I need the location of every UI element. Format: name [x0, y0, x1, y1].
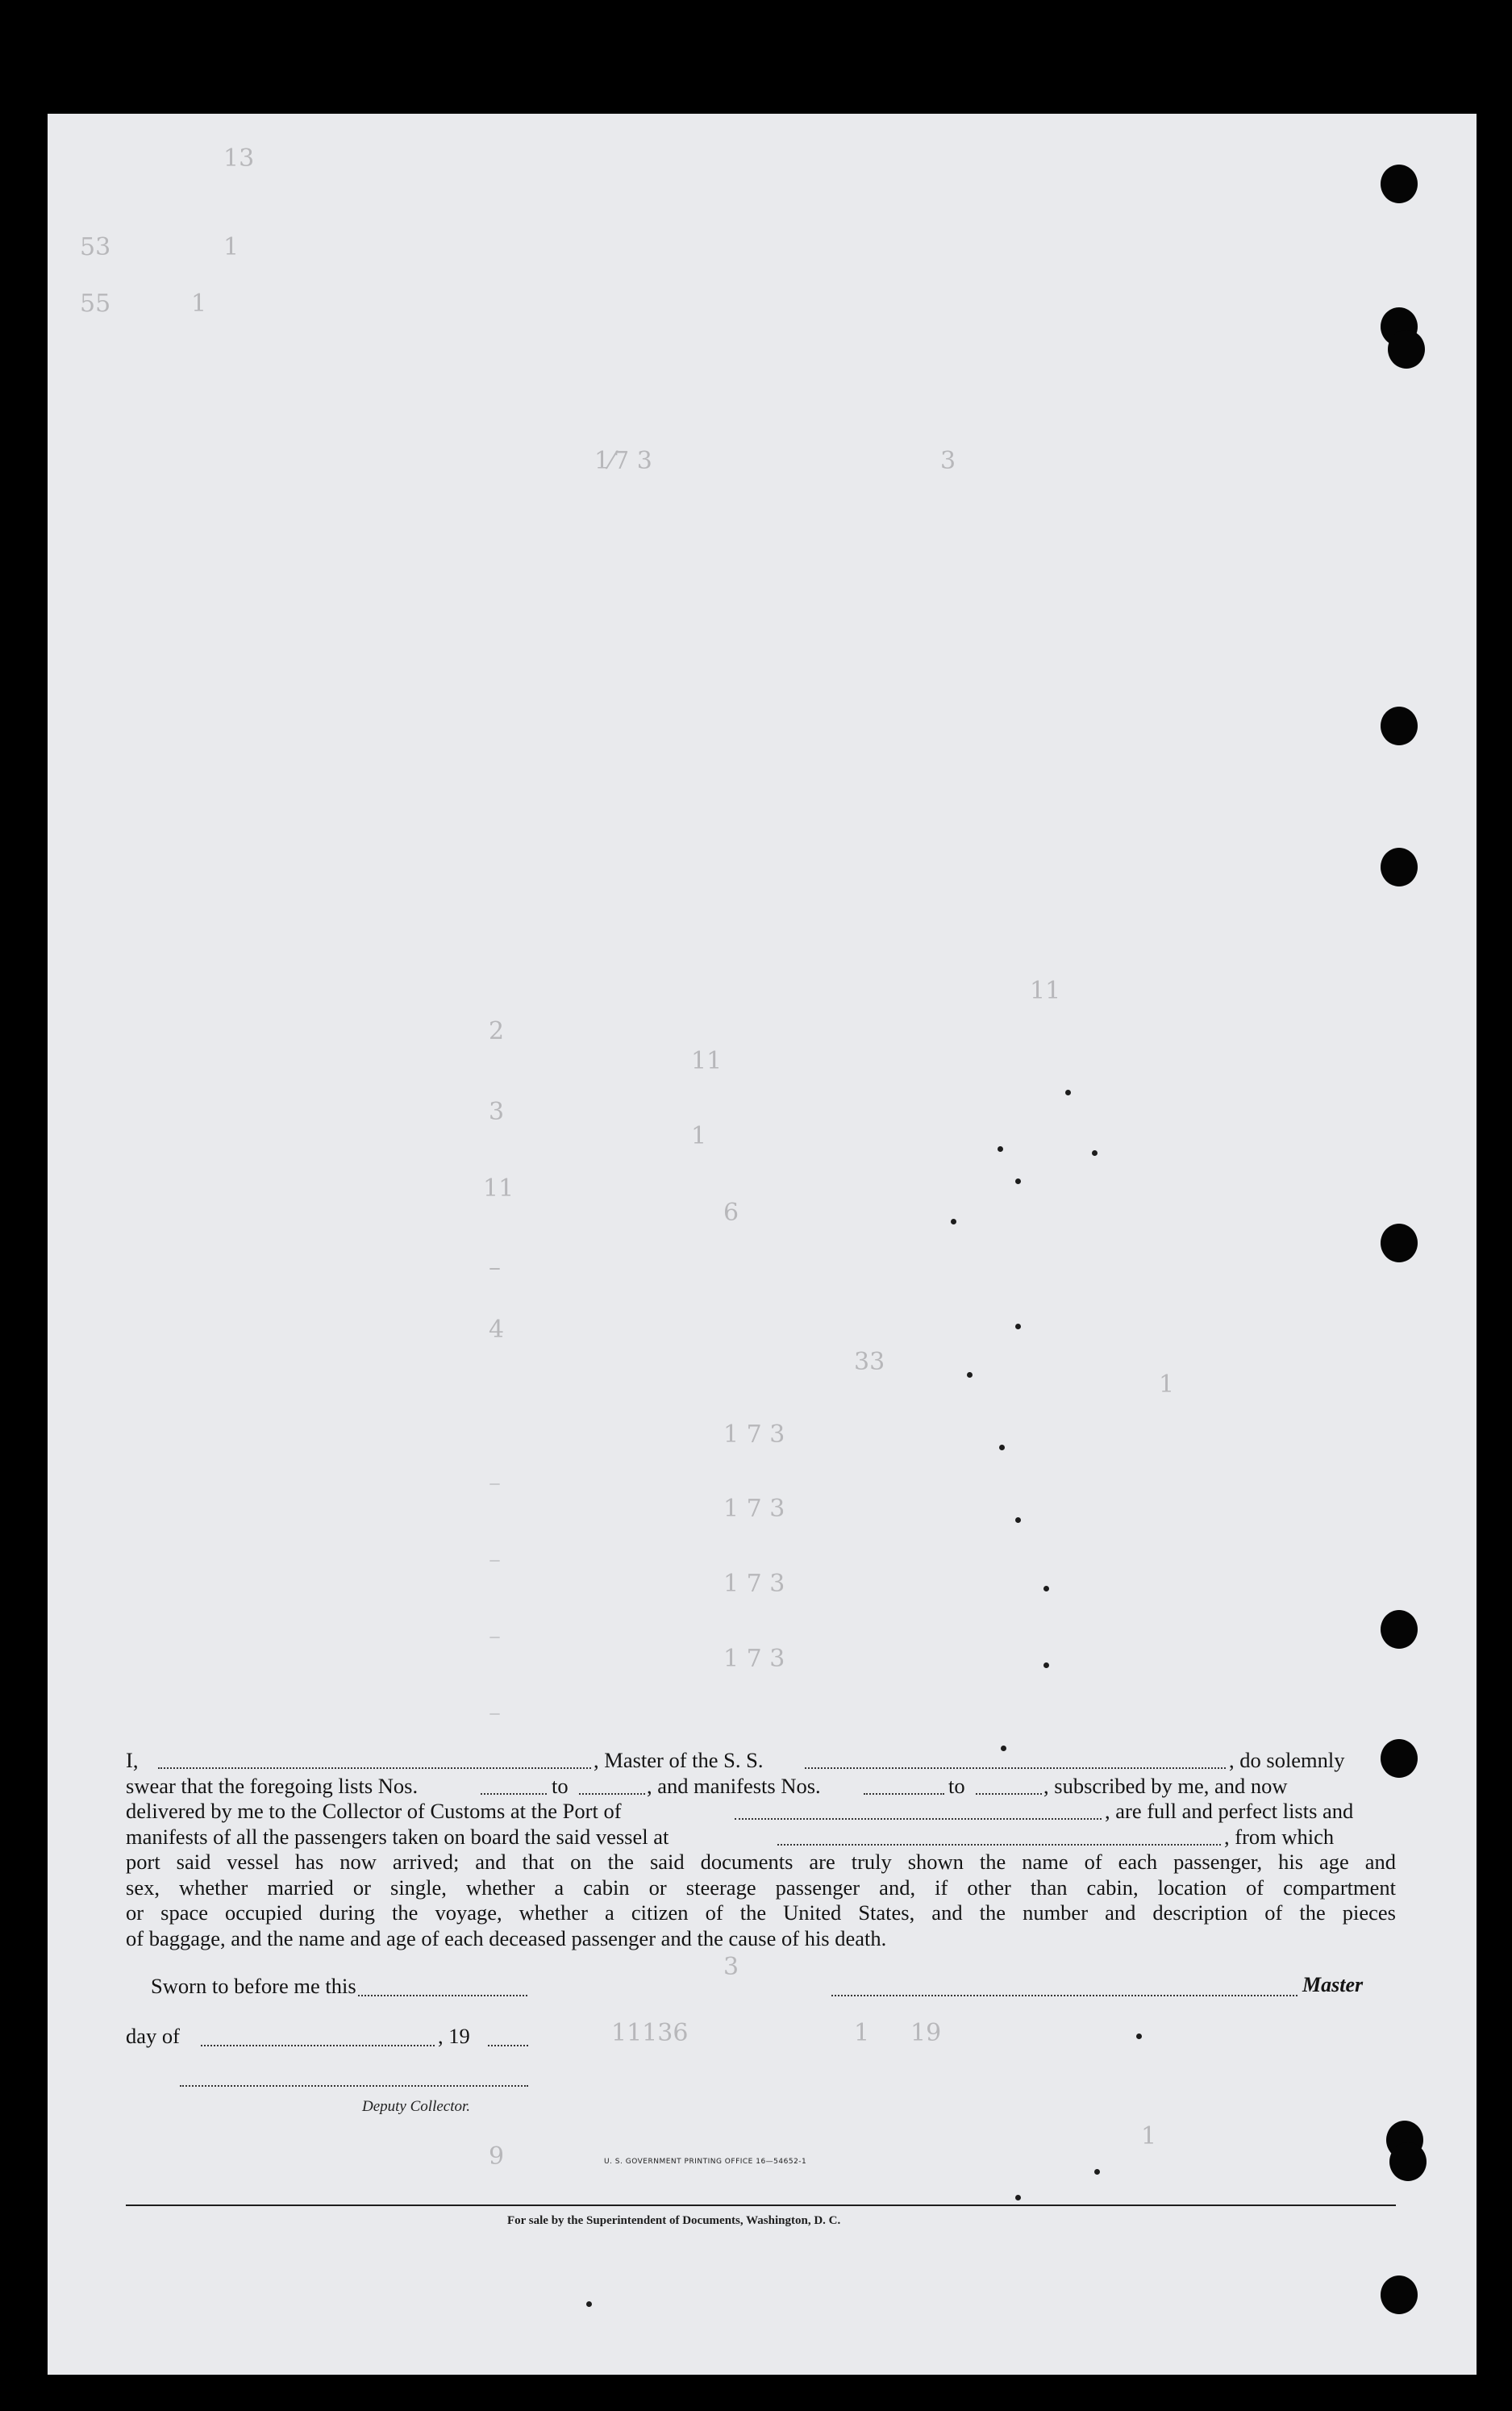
master-label: Master — [1302, 1973, 1364, 1996]
oath-text: swear that the foregoing lists Nos. — [126, 1773, 419, 1798]
bleed-dash: – — [489, 1622, 501, 1650]
bleed-mark: 55 — [80, 290, 111, 318]
day-month-blank — [201, 2025, 435, 2046]
ink-speck — [1015, 2195, 1021, 2200]
ink-speck — [951, 1219, 956, 1224]
punch-hole — [1381, 707, 1418, 745]
oath-statement — [126, 1748, 1396, 1951]
ink-speck — [967, 1372, 973, 1378]
bleed-mark: 6 — [723, 1199, 739, 1227]
punch-hole — [1381, 1224, 1418, 1262]
bleed-mark: 1 7 3 — [723, 1570, 785, 1598]
punch-hole — [1389, 2142, 1427, 2181]
punch-hole — [1381, 848, 1418, 886]
lists-from-blank — [481, 1774, 547, 1795]
oath-text: , do solemnly — [1229, 1748, 1345, 1772]
bleed-mark: 1 7 3 — [723, 1645, 785, 1673]
oath-text: , subscribed by me, and now — [1043, 1773, 1288, 1798]
bleed-mark: 1⁄7 3 — [594, 447, 652, 475]
bleed-mark: 11 — [483, 1174, 514, 1203]
punch-hole — [1388, 330, 1425, 369]
sworn-text: Sworn to before me this — [151, 1974, 356, 1998]
punch-hole — [1381, 2275, 1418, 2314]
bleed-mark: 3 — [489, 1098, 505, 1126]
ink-speck — [998, 1146, 1003, 1152]
oath-line-4 — [126, 1825, 1396, 1850]
bleed-mark: 1 — [854, 2019, 870, 2047]
bleed-mark: 11 — [691, 1047, 723, 1075]
printing-office-imprint: U. S. GOVERNMENT PRINTING OFFICE 16—54652-1 — [604, 2158, 807, 2166]
bleed-mark: 9 — [489, 2142, 505, 2171]
ink-speck — [1043, 1586, 1049, 1591]
bleed-mark: – — [489, 1253, 501, 1282]
manifest-page — [48, 114, 1477, 2375]
oath-line-3 — [126, 1799, 1396, 1825]
manifests-from-blank — [864, 1774, 944, 1795]
oath-text: , Master of the S. S. — [594, 1748, 764, 1772]
ink-speck — [1043, 1662, 1049, 1668]
bleed-mark: 33 — [854, 1348, 885, 1376]
ink-speck — [1094, 2169, 1100, 2175]
year-prefix: , 19 — [438, 2024, 470, 2048]
oath-text: , from which — [1224, 1824, 1335, 1849]
oath-line-7: or space occupied during the voyage, whether a citizen of the United States, and the number and description of the pieces — [126, 1900, 1396, 1925]
bleed-mark: 11136 — [611, 2019, 689, 2047]
oath-line-5: port said vessel has now arrived; and that on the said documents are truly shown the name of each passenger, his age and — [126, 1850, 1396, 1874]
oath-line-8: of baggage, and the name and age of each deceased passenger and the cause of his death. — [126, 1925, 887, 1950]
bleed-mark: 3 — [940, 447, 956, 475]
oath-line-6: sex, whether married or single, whether a cabin or steerage passenger and, if other than cabin, location of compartment — [126, 1875, 1396, 1900]
oath-text: manifests of all the passengers taken on board the said vessel at — [126, 1824, 669, 1849]
punch-hole — [1381, 1610, 1418, 1649]
bleed-mark: 1 — [691, 1122, 707, 1150]
ink-speck — [1065, 1090, 1071, 1095]
vessel-name-blank — [805, 1748, 1226, 1769]
oath-text: I, — [126, 1748, 139, 1772]
bleed-mark: 19 — [910, 2019, 942, 2047]
oath-text: , are full and perfect lists and — [1105, 1799, 1354, 1823]
ink-speck — [1015, 1178, 1021, 1184]
oath-text: to — [552, 1773, 569, 1798]
bleed-mark: 1 — [1159, 1370, 1175, 1399]
embarkation-blank — [777, 1825, 1221, 1846]
day-of-text: day of — [126, 2024, 180, 2048]
ink-speck — [999, 1445, 1005, 1450]
sworn-date-blank — [358, 1975, 527, 1996]
ink-speck — [1015, 1517, 1021, 1523]
year-blank — [488, 2025, 528, 2046]
footer-rule — [126, 2205, 1396, 2206]
bleed-mark: 1 — [223, 233, 240, 261]
port-blank — [735, 1799, 1102, 1820]
bleed-mark: 11 — [1030, 977, 1061, 1005]
bleed-mark: 4 — [489, 1316, 505, 1344]
bleed-mark: 1 — [1141, 2122, 1157, 2150]
bleed-mark: 53 — [80, 233, 111, 261]
bleed-dash: – — [489, 1545, 501, 1574]
bleed-mark: 1 7 3 — [723, 1495, 785, 1523]
ink-speck — [1092, 1150, 1098, 1156]
master-signature-blank — [831, 1975, 1297, 1996]
deputy-collector-label: Deputy Collector. — [362, 2098, 471, 2115]
bleed-mark: 13 — [223, 144, 255, 173]
oath-line-1 — [126, 1748, 1396, 1774]
lists-to-blank — [579, 1774, 645, 1795]
ink-speck — [1015, 1324, 1021, 1329]
oath-line-2 — [126, 1774, 1396, 1800]
manifests-to-blank — [976, 1774, 1042, 1795]
oath-text: delivered by me to the Collector of Customs at the Port of — [126, 1799, 622, 1823]
punch-hole — [1381, 165, 1418, 203]
ink-speck — [1136, 2033, 1142, 2039]
bleed-dash: – — [489, 1469, 501, 1497]
bleed-mark: 1 — [191, 290, 207, 318]
bleed-dash: – — [489, 1699, 501, 1727]
master-name-blank — [158, 1748, 591, 1769]
oath-text: to — [948, 1773, 965, 1798]
for-sale-note: For sale by the Superintendent of Documents, Washington, D. C. — [507, 2214, 841, 2227]
deputy-signature-blank — [180, 2066, 528, 2087]
bleed-mark: 3 — [723, 1953, 739, 1981]
bleed-mark: 1 7 3 — [723, 1420, 785, 1449]
oath-text: , and manifests Nos. — [647, 1773, 821, 1798]
ink-speck — [586, 2301, 592, 2307]
bleed-mark: 2 — [489, 1017, 505, 1045]
